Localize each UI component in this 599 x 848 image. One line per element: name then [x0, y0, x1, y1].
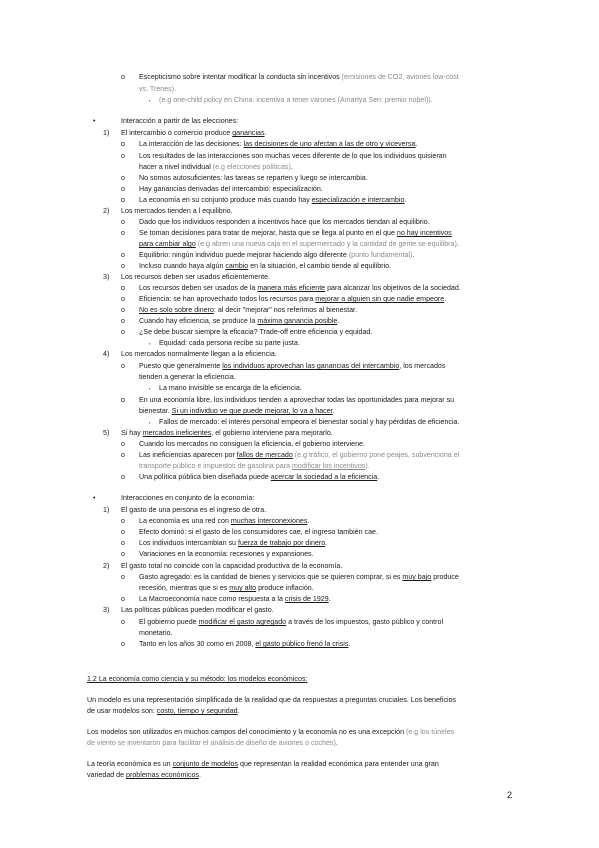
circle-bullet-icon: o — [121, 595, 125, 603]
text-line: Gasto agregado: es la cantidad de bienes y servicios que se quieren comprar, si es muy bajo produce — [139, 573, 459, 581]
text-line: Si hay mercados ineficientes, el gobierno interviene para mejorarlo. — [121, 429, 333, 437]
text-line: (e.g one-child policy en China: incentiva a tener varones (Amartya Sen: premio nobel)). — [159, 96, 433, 104]
text-line: Efecto dominó: si el gasto de los consumidores cae, el ingreso también cae. — [139, 528, 378, 536]
text-line: La economía en su conjunto produce más cuando hay especialización e intercambio. — [139, 196, 407, 204]
text-line: Las ineficiencias aparecen por fallos de mercado (e.g tráfico, el gobierno pone peajes, subvenciona el — [139, 451, 460, 459]
text-line: Dado que los individuos responden a incentivos hace que los mercados tiendan al equilibrio. — [139, 218, 430, 226]
text-line: La economía es una red con muchas interconexiones. — [139, 517, 310, 525]
circle-bullet-icon: o — [121, 451, 125, 459]
text-line: Cuando los mercados no consiguen la eficiencia, el gobierno interviene. — [139, 440, 365, 448]
text-line: Una política pública bien diseñada puede acercar la sociedad a la eficiencia. — [139, 473, 380, 481]
list-number: 3) — [103, 273, 110, 281]
text-line: Los mercados tienden a l equilibrio. — [121, 207, 233, 215]
text-line: La mano invisible se encarga de la eficiencia. — [159, 384, 302, 392]
section-heading: Interacciones en conjunto de la economía: — [121, 494, 255, 502]
circle-bullet-icon: o — [121, 152, 125, 160]
text-line: recesión, mientras que si es muy alto produce inflación. — [139, 584, 314, 592]
text-line: Los recursos deben ser usados eficientemente. — [121, 273, 271, 281]
square-bullet-icon: ▪ — [149, 341, 151, 346]
circle-bullet-icon: o — [121, 262, 125, 270]
square-bullet-icon: ▪ — [149, 420, 151, 425]
paragraph-line: La teoría económica es un conjunto de modelos que representan la realidad económica para entender una gran — [87, 760, 439, 768]
section-heading: Interacción a partir de las elecciones: — [121, 117, 239, 125]
text-line: No es solo sobre dinero: al decir "mejorar" nos referimos al bienestar. — [139, 306, 357, 314]
list-number: 3) — [103, 606, 110, 614]
text-line: La Macroeconomía nace como respuesta a la crisis de 1929. — [139, 595, 331, 603]
text-line: Puesto que generalmente los individuos aprovechan las ganancias del intercambio, los mercados — [139, 362, 446, 370]
paragraph-line: Un modelo es una representación simplificada de la realidad que da respuestas a preguntas cruciales. Los beneficios — [87, 696, 457, 704]
circle-bullet-icon: o — [121, 573, 125, 581]
circle-bullet-icon: o — [121, 396, 125, 404]
circle-bullet-icon: o — [121, 618, 125, 626]
circle-bullet-icon: o — [121, 306, 125, 314]
text-line: El intercambio o comercio produce ganancias. — [121, 129, 267, 137]
paragraph-line: Los modelos son utilizados en muchos campos del conocimiento y la economía no es una excepción (e.g los túneles — [87, 728, 455, 736]
circle-bullet-icon: o — [121, 218, 125, 226]
paragraph-line: variedad de problemas económicos. — [87, 771, 201, 779]
text-line: Los mercados normalmente llegan a la eficiencia. — [121, 350, 277, 358]
circle-bullet-icon: o — [121, 640, 125, 648]
square-bullet-icon: ▪ — [149, 386, 151, 391]
circle-bullet-icon: o — [121, 229, 125, 237]
text-line: monetario. — [139, 629, 173, 637]
text-line: El gobierno puede modificar el gasto agregado a través de los impuestos, gasto público y control — [139, 618, 444, 626]
circle-bullet-icon: o — [121, 317, 125, 325]
text-line: Fallos de mercado: el interés personal empeora el bienestar social y hay pérdidas de eficiencia. — [159, 418, 460, 426]
text-line: Eficiencia: se han aprovechado todos los recursos para mejorar a alguien sin que nadie empeore. — [139, 295, 447, 303]
circle-bullet-icon: o — [121, 251, 125, 259]
circle-bullet-icon: o — [121, 539, 125, 547]
text-line: Cuando hay eficiencia, se produce la máxima ganancia posible. — [139, 317, 340, 325]
text-line: hacer a nivel individual (e.g elecciones políticas). — [139, 163, 293, 171]
list-number: 4) — [103, 350, 110, 358]
list-number: 1) — [103, 129, 110, 137]
text-line: El gasto de una persona es el ingreso de otra. — [121, 506, 267, 514]
text-line: Equidad: cada persona recibe su parte justa. — [159, 339, 300, 347]
text-line: bienestar. Si un individuo ve que puede mejorar, lo va a hacer. — [139, 407, 335, 415]
text-line: En una economía libre, los individuos tienden a aprovechar todas las oportunidades para mejorar su — [139, 396, 455, 404]
list-number: 2) — [103, 207, 110, 215]
circle-bullet-icon: o — [121, 174, 125, 182]
dot-bullet-icon: • — [93, 117, 96, 125]
circle-bullet-icon: o — [121, 473, 125, 481]
page-number: 2 — [507, 790, 513, 800]
text-line: Tanto en los años 30 como en 2008, el gasto público frenó la crisis. — [139, 640, 351, 648]
circle-bullet-icon: o — [121, 328, 125, 336]
circle-bullet-icon: o — [121, 362, 125, 370]
text-line: Incluso cuando haya algún cambio en la situación, el cambio tiende al equilibrio. — [139, 262, 391, 270]
circle-bullet-icon: o — [121, 440, 125, 448]
text-line: para cambiar algo (e.g abren una nueva caja en el supermercado y la cantidad de gente se equilibra). — [139, 240, 459, 248]
text-line: Hay ganancias derivadas del intercambio: especialización. — [139, 185, 323, 193]
text-line: Escepticismo sobre intentar modificar la conducta sin incentivos (emisiones de CO2, aviones low-cost — [139, 73, 459, 81]
text-line: Los resultados de las interacciones son muchas veces diferente de lo que los individuos quisieran — [139, 152, 447, 160]
text-line: El gasto total no coincide con la capacidad productiva de la economía. — [121, 562, 343, 570]
text-line: Los individuos intercambian su fuerza de trabajo por dinero. — [139, 539, 328, 547]
square-bullet-icon: ▪ — [149, 98, 151, 103]
list-number: 2) — [103, 562, 110, 570]
text-line: Equilibrio: ningún individuo puede mejorar haciendo algo diferente (punto fundamental). — [139, 251, 415, 259]
circle-bullet-icon: o — [121, 284, 125, 292]
circle-bullet-icon: o — [121, 140, 125, 148]
circle-bullet-icon: o — [121, 528, 125, 536]
text-line: Se toman decisiones para tratar de mejorar, hasta que se llega al punto en el que no hay incentivos — [139, 229, 452, 237]
paragraph-line: de usar modelos son: costo, tiempo y seguridad. — [87, 707, 240, 715]
list-number: 5) — [103, 429, 110, 437]
circle-bullet-icon: o — [121, 550, 125, 558]
circle-bullet-icon: o — [121, 73, 125, 81]
circle-bullet-icon: o — [121, 295, 125, 303]
text-line: Los recursos deben ser usados de la manera más eficiente para alcanzar los objetivos de la sociedad. — [139, 284, 461, 292]
text-line: Las políticas públicas pueden modificar el gasto. — [121, 606, 274, 614]
text-line: tienden a generar la eficiencia. — [139, 373, 236, 381]
text-line: vs. Trenes). — [139, 85, 177, 93]
circle-bullet-icon: o — [121, 185, 125, 193]
text-line: Variaciones en la economía: recesiones y expansiones. — [139, 550, 314, 558]
text-line: No somos autosuficientes: las tareas se reparten y luego se intercambia. — [139, 174, 368, 182]
section-title: 1.2 La economía como ciencia y su método: los modelos económicos: — [87, 675, 308, 683]
circle-bullet-icon: o — [121, 517, 125, 525]
dot-bullet-icon: • — [93, 494, 96, 502]
circle-bullet-icon: o — [121, 196, 125, 204]
paragraph-line: de viento se inventaron para facilitar el análisis de diseño de aviones o coches). — [87, 739, 338, 747]
text-line: La interacción de las decisiones: las decisiones de uno afectan a las de otro y viceversa. — [139, 140, 418, 148]
text-line: transporte público e impuestos de gasolina para modificar los incentivos). — [139, 462, 370, 470]
list-number: 1) — [103, 506, 110, 514]
text-line: ¿Se debe buscar siempre la eficacia? Trade-off entre eficiencia y equidad. — [139, 328, 373, 336]
